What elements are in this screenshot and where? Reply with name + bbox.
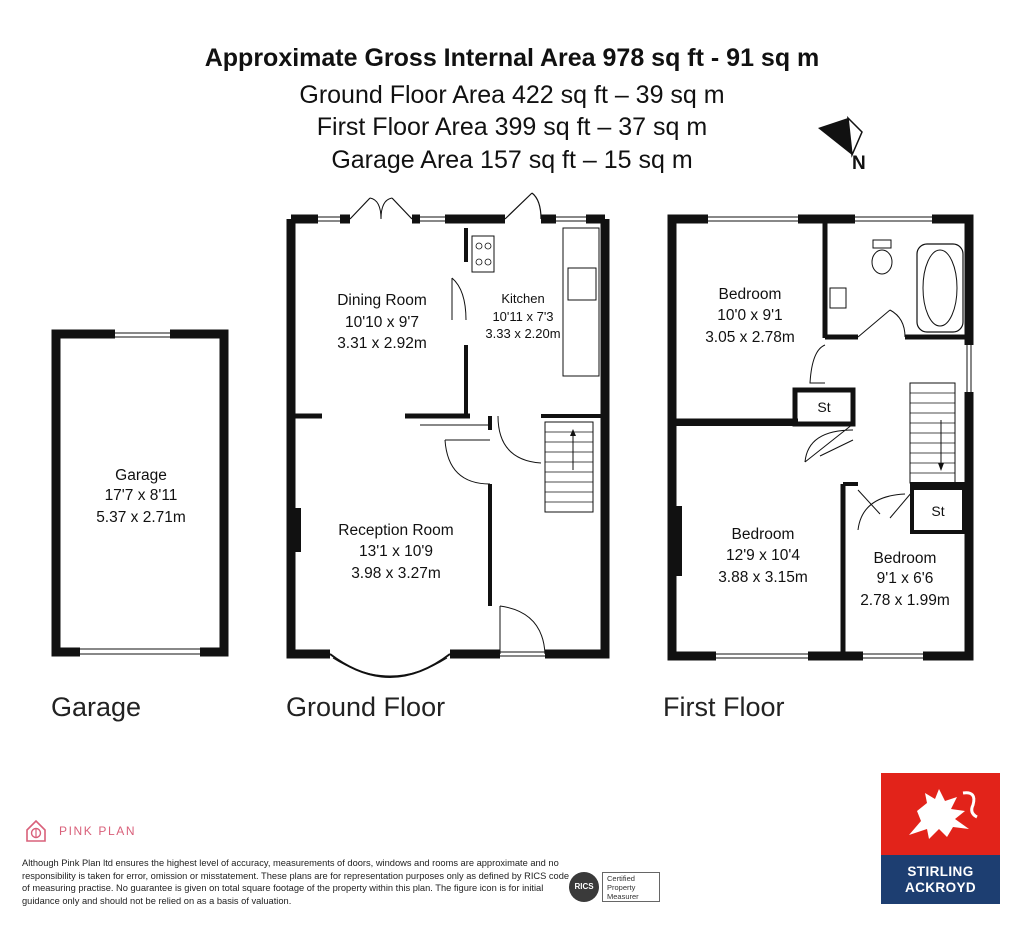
disclaimer-text: Although Pink Plan ltd ensures the highest level of accuracy, measurements of doors, windows and rooms are approximate and no responsibility is taken for error, omission or misstatement. These plans are for representation purposes only as defined by RICS code of measuring practise. No guarantee is given on total square footage of the property within this plan. The figure icon is for initial guidance only and should not be relied on as a basis of valuation.: [22, 858, 570, 906]
garage-floor-label: Garage: [51, 692, 142, 722]
ground-floor-area: Ground Floor Area 422 sq ft – 39 sq m: [299, 81, 725, 109]
agent-name-line2: ACKROYD: [904, 880, 977, 895]
kitchen-imperial: 10'11 x 7'3: [492, 309, 554, 324]
pink-plan-brand: PINK PLAN: [59, 824, 137, 838]
griffin-icon: [881, 773, 1000, 855]
garage-room-metric: 5.37 x 2.71m: [96, 509, 186, 526]
rics-logo: RICS: [569, 872, 599, 902]
garage-room-name: Garage: [115, 467, 167, 484]
store1-label: St: [817, 399, 831, 415]
rics-certified-badge: Certified Property Measurer: [602, 872, 660, 902]
garage-room-imperial: 17'7 x 8'11: [104, 487, 178, 504]
bedroom2-imperial: 12'9 x 10'4: [725, 547, 801, 564]
agent-logo-red-panel: [881, 773, 1000, 855]
bedroom1-name: Bedroom: [718, 286, 782, 303]
kitchen-metric: 3.33 x 2.20m: [485, 326, 561, 341]
reception-room-metric: 3.98 x 3.27m: [351, 565, 441, 582]
pink-plan-logo-icon: [24, 818, 48, 844]
bedroom1-imperial: 10'0 x 9'1: [717, 307, 783, 324]
compass-icon: [818, 118, 862, 155]
garage-area: Garage Area 157 sq ft – 15 sq m: [331, 146, 693, 174]
reception-room-name: Reception Room: [338, 522, 454, 539]
bedroom2-metric: 3.88 x 3.15m: [718, 569, 808, 586]
ground-floor-label: Ground Floor: [286, 692, 446, 722]
agent-logo: [881, 773, 1000, 904]
compass-north-label: N: [852, 153, 866, 174]
kitchen-name: Kitchen: [501, 291, 545, 306]
agent-name-line1: STIRLING: [907, 864, 974, 879]
bedroom2-name: Bedroom: [731, 526, 795, 543]
dining-room-imperial: 10'10 x 9'7: [344, 314, 420, 331]
dining-room-metric: 3.31 x 2.92m: [337, 335, 427, 352]
first-floor-label: First Floor: [663, 692, 785, 722]
bedroom3-metric: 2.78 x 1.99m: [860, 592, 950, 609]
total-area-title: Approximate Gross Internal Area 978 sq ft - 91 sq m: [204, 44, 820, 72]
store2-label: St: [931, 503, 945, 519]
agent-logo-text: [881, 855, 1000, 904]
bedroom3-name: Bedroom: [873, 550, 937, 567]
bedroom1-metric: 3.05 x 2.78m: [705, 329, 795, 346]
dining-room-name: Dining Room: [337, 292, 427, 309]
ground-floor-plan: [291, 193, 605, 677]
first-floor-area: First Floor Area 399 sq ft – 37 sq m: [316, 113, 708, 141]
reception-room-imperial: 13'1 x 10'9: [358, 543, 434, 560]
bedroom3-imperial: 9'1 x 6'6: [876, 570, 934, 587]
